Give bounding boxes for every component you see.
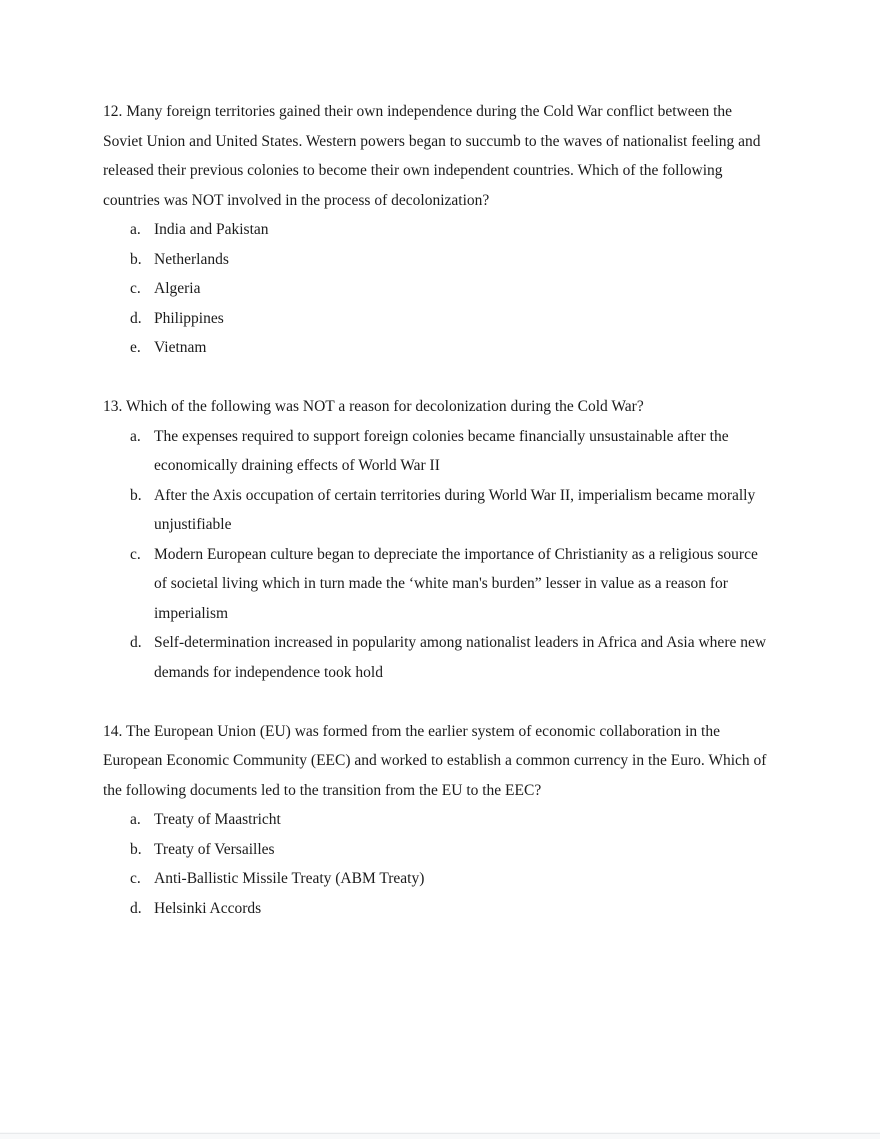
option-letter: a. [130,811,141,828]
option-row [103,540,773,629]
page-bottom-edge [0,1133,880,1139]
option-letter: d. [130,634,142,651]
option-letter: e. [130,339,141,356]
option-row [103,835,773,865]
question-14-options [103,805,773,923]
question-12-stem [103,97,773,215]
option-text: Treaty of Maastricht [154,811,281,828]
option-letter: b. [130,486,142,504]
option-text: Helsinki Accords [154,899,262,917]
question-14 [103,717,773,924]
question-12 [103,97,773,363]
option-letter: d. [130,309,142,327]
option-text: Modern European culture began to depreciate the importance of Christianity as a religious source of societal living which in turn made the ‘white man's burden” lesser in value as a reason for imperialism [154,545,758,622]
option-row [103,481,773,540]
option-text: After the Axis occupation of certain territories during World War II, imperialism became morally unjustifiable [154,486,756,533]
option-letter: a. [130,427,141,445]
question-13-number: 13. [103,398,123,415]
option-row [103,805,773,835]
question-12-options [103,215,773,363]
question-13-options [103,422,773,688]
option-letter: c. [130,280,141,297]
option-text: India and Pakistan [154,221,269,238]
option-text: Philippines [154,309,224,327]
option-text: Self-determination increased in popularity among nationalist leaders in Africa and Asia where new demands for independence took hold [154,634,767,681]
option-letter: b. [130,250,142,268]
question-13-stem-text: Which of the following was NOT a reason for decolonization during the Cold War? [125,398,644,415]
question-12-number: 12. [103,103,123,120]
question-14-number: 14. [103,722,123,740]
question-14-stem-text: The European Union (EU) was formed from the earlier system of economic collaboration in the European Economic Community (EEC) and worked to establish a common currency in the Euro. Which of the following documents led to the transition from the EU to the EEC? [103,722,767,799]
question-12-stem-text: Many foreign territories gained their own independence during the Cold War conflict between the Soviet Union and United States. Western powers began to succumb to the waves of nationalist feeling and released their previous colonies to become their own independent countries. Which of the following countries was NOT involved in the process of decolonization? [103,103,761,209]
option-row [103,274,773,304]
option-row [103,864,773,894]
option-text: Vietnam [154,339,207,356]
option-text: Algeria [154,280,201,297]
option-letter: c. [130,870,141,887]
option-text: The expenses required to support foreign colonies became financially unsustainable after the economically draining effects of World War II [154,427,729,474]
question-13-stem [103,392,773,422]
option-row [103,422,773,481]
question-14-stem [103,717,773,806]
option-row [103,894,773,924]
option-row [103,215,773,245]
option-row [103,333,773,363]
option-letter: c. [130,545,141,563]
option-text: Anti-Ballistic Missile Treaty (ABM Treaty) [154,870,425,887]
question-13 [103,392,773,687]
option-letter: b. [130,840,142,858]
option-text: Netherlands [154,250,229,268]
option-row [103,304,773,334]
option-row [103,628,773,687]
option-letter: a. [130,221,141,238]
option-row [103,245,773,275]
option-text: Treaty of Versailles [154,840,275,858]
option-letter: d. [130,899,142,917]
